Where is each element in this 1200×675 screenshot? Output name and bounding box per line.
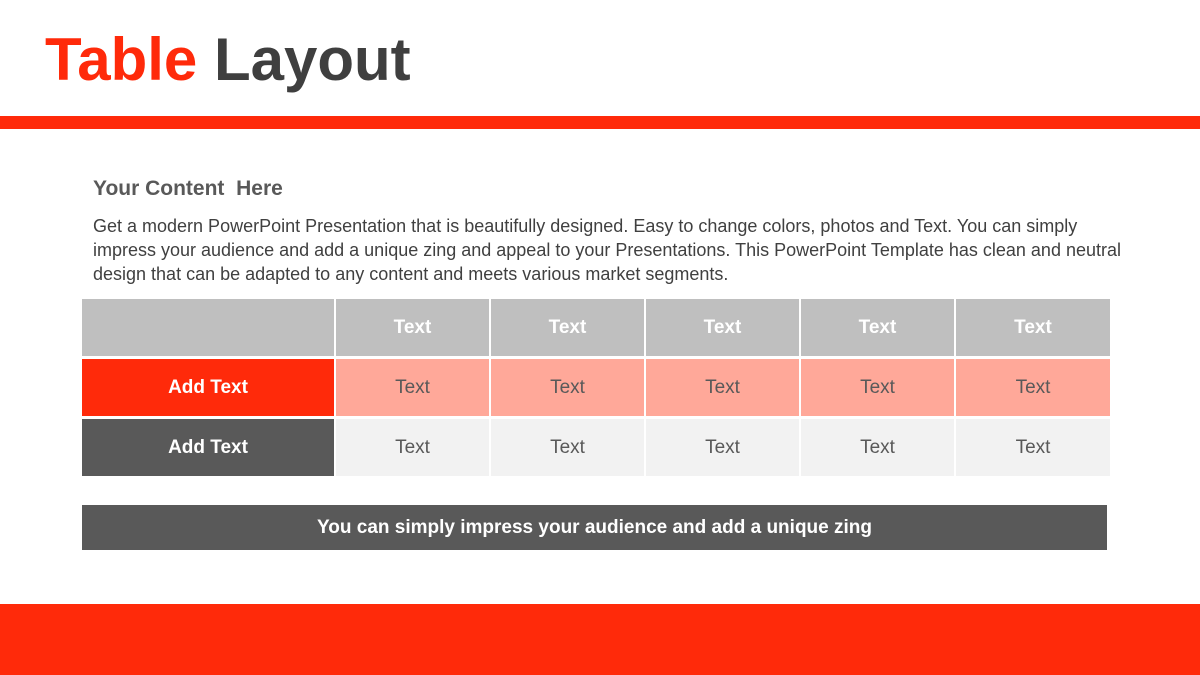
header-cell: Text — [956, 299, 1110, 356]
table-cell: Text — [801, 359, 954, 416]
body-paragraph: Get a modern PowerPoint Presentation that is beautifully designed. Easy to change colors, photos and Text. You can simply impress your audience and add a unique zing and appeal to your Presentations. This PowerPoint Template has clean and neutral design that can be adapted to any content and meets various market segments. — [93, 216, 1121, 284]
table-cell: Text — [646, 359, 799, 416]
content-subtitle: Your Content Here — [93, 177, 283, 200]
header-cell: Text — [646, 299, 799, 356]
title-word-table: Table — [45, 26, 198, 93]
row-label: Add Text — [82, 359, 334, 416]
summary-banner: You can simply impress your audience and add a unique zing — [82, 505, 1107, 550]
table-cell: Text — [336, 419, 489, 476]
header-cell: Text — [491, 299, 644, 356]
table-cell: Text — [956, 359, 1110, 416]
bottom-accent-bar — [0, 604, 1200, 675]
top-accent-bar — [0, 116, 1200, 129]
table-cell: Text — [491, 419, 644, 476]
table-cell: Text — [801, 419, 954, 476]
header-cell-corner — [82, 299, 334, 356]
header-cell: Text — [801, 299, 954, 356]
header-cell: Text — [336, 299, 489, 356]
table-cell: Text — [336, 359, 489, 416]
data-table — [82, 299, 1108, 476]
table-cell: Text — [491, 359, 644, 416]
table-cell: Text — [956, 419, 1110, 476]
table-cell: Text — [646, 419, 799, 476]
slide-title — [45, 22, 411, 98]
row-label: Add Text — [82, 419, 334, 476]
title-word-layout: Layout — [213, 26, 411, 93]
